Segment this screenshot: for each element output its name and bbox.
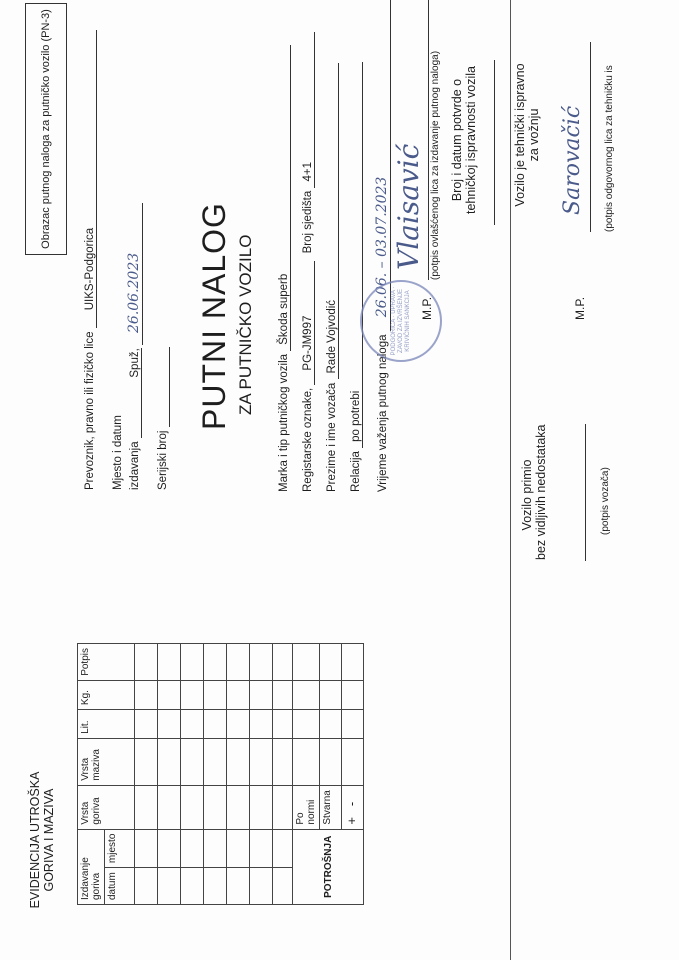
form-code-box [25, 3, 67, 255]
make-field[interactable]: Škoda superb [278, 45, 291, 351]
tech-ok-line2: za vožnju [527, 108, 541, 162]
cell[interactable] [204, 710, 227, 739]
route-row [350, 62, 363, 492]
cell[interactable] [227, 710, 250, 739]
header-date: datum [105, 868, 135, 905]
consumption-label: POTROŠNJA [293, 829, 364, 904]
cell[interactable] [250, 785, 273, 829]
date-field[interactable]: 26.06.2023 [126, 203, 143, 345]
vehicle-received-line1: Vozilo primio [520, 459, 534, 531]
cell[interactable] [250, 738, 273, 785]
validity-field[interactable]: 26.06. – 03.07.2023 [374, 0, 391, 331]
header-sign: Potpis [78, 644, 135, 681]
cell[interactable] [227, 868, 250, 905]
serial-row [157, 347, 170, 490]
fuel-log-table [77, 643, 364, 905]
page-subtitle: ZA PUTNIČKO VOZILO [236, 234, 255, 415]
header-lit: Lit. [78, 710, 135, 739]
cell[interactable] [227, 829, 250, 867]
tech-signature: Sarovačić [560, 105, 585, 215]
tech-signature-caption: (potpis odgovornog lica za tehničku is [604, 65, 615, 232]
cell[interactable] [204, 868, 227, 905]
cell[interactable] [135, 680, 158, 709]
serial-label: Serijski broj [157, 430, 169, 490]
cell[interactable] [320, 680, 342, 709]
cell[interactable] [293, 680, 320, 709]
tech-ok-label [513, 40, 541, 230]
cell[interactable] [204, 680, 227, 709]
cell[interactable] [135, 785, 158, 829]
cell[interactable] [273, 710, 293, 739]
carrier-field[interactable]: UIKS-Podgorica [84, 30, 97, 328]
cell[interactable] [342, 644, 364, 681]
cell[interactable] [273, 868, 293, 905]
validity-row [374, 0, 391, 492]
place-date-label-line2: izdavanja [129, 441, 141, 490]
make-row [278, 45, 291, 492]
registration-row [302, 32, 315, 492]
cell[interactable] [158, 829, 181, 867]
cell[interactable] [181, 785, 204, 829]
route-label: Relacija [350, 451, 362, 492]
cell[interactable] [273, 738, 293, 785]
header-lube-type: Vrsta maziva [78, 738, 135, 785]
tech-ok-line1: Vozilo je tehnički ispravno [513, 63, 527, 207]
cell[interactable] [342, 710, 364, 739]
driver-label: Prezime i ime vozača [326, 382, 338, 492]
mp-label: M.P. [420, 296, 434, 320]
cell[interactable] [293, 738, 320, 785]
signature-caption: (potpis ovlašćenog lica za izdavanje putnog naloga) [430, 50, 441, 280]
carrier-label: Prevoznik, pravno ili fizičko lice [84, 331, 96, 490]
fuel-log-title [28, 770, 56, 910]
cell[interactable] [250, 829, 273, 867]
driver-field[interactable]: Rade Vojvodić [326, 64, 339, 380]
tech-confirmation-label [450, 60, 478, 220]
cell[interactable] [273, 785, 293, 829]
header-place: mjesto [105, 829, 135, 867]
place-field[interactable]: Spuž, [129, 348, 142, 438]
cell[interactable] [135, 829, 158, 867]
form-code-label: Obrazac putnog naloga za putničko vozilo (PN-3) [40, 9, 52, 249]
serial-field[interactable] [157, 347, 170, 427]
cell[interactable] [181, 868, 204, 905]
cell[interactable] [250, 644, 273, 681]
cell[interactable] [204, 829, 227, 867]
cell[interactable] [204, 644, 227, 681]
cell[interactable] [135, 644, 158, 681]
official-stamp [360, 280, 442, 362]
cell[interactable] [158, 868, 181, 905]
cell[interactable] [273, 829, 293, 867]
cell[interactable] [158, 644, 181, 681]
place-date-label [112, 415, 124, 490]
cell[interactable] [320, 738, 342, 785]
cell[interactable] [250, 868, 273, 905]
cell[interactable] [181, 710, 204, 739]
cell[interactable] [250, 680, 273, 709]
make-label: Marka i tip putničkog vozila [278, 353, 290, 492]
actual-label: Stvarna [320, 785, 342, 829]
cell[interactable] [135, 868, 158, 905]
header-fuel-type: Vrsta goriva [78, 785, 135, 829]
cell[interactable] [204, 785, 227, 829]
cell[interactable] [227, 680, 250, 709]
driver-signature-caption: (potpis vozača) [600, 467, 611, 535]
cell[interactable] [320, 644, 342, 681]
issuer-signature: Vlaisavić [392, 143, 425, 270]
fuel-log-title-line2: GORIVA I MAZIVA [42, 788, 56, 892]
cell[interactable] [273, 680, 293, 709]
cell[interactable] [293, 710, 320, 739]
cell[interactable] [227, 644, 250, 681]
driver-signature-field[interactable] [585, 424, 586, 561]
cell[interactable] [158, 785, 181, 829]
cell[interactable] [320, 710, 342, 739]
registration-label: Registarske oznake, [302, 387, 314, 492]
cell[interactable] [158, 710, 181, 739]
place-date-row [126, 203, 143, 490]
norm-label: Po normi [293, 785, 320, 829]
cell[interactable] [181, 829, 204, 867]
seats-field[interactable]: 4+1 [302, 32, 315, 188]
cell[interactable] [227, 738, 250, 785]
vehicle-received-label [520, 424, 548, 560]
driver-row [326, 64, 339, 493]
carrier-row [84, 30, 97, 490]
fuel-log-title-line1: EVIDENCIJA UTROŠKA [28, 771, 42, 909]
cell[interactable] [273, 644, 293, 681]
tech-signature-line [590, 42, 591, 232]
place-date-label-line1: Mjesto i datum [112, 415, 124, 490]
plus-minus-label: + - [342, 785, 364, 829]
cell[interactable] [158, 738, 181, 785]
tech-confirmation-line1: Broj i datum potvrde o [450, 78, 464, 202]
header-kg: Kg. [78, 680, 135, 709]
cell[interactable] [342, 680, 364, 709]
validity-label: Vrijeme važenja putnog naloga [377, 334, 389, 492]
bottom-mp-label: M.P. [573, 296, 587, 320]
cell[interactable] [135, 738, 158, 785]
cell[interactable] [181, 644, 204, 681]
route-field[interactable]: po potrebi [350, 62, 363, 448]
cell[interactable] [293, 644, 320, 681]
registration-field[interactable]: PG-JM997 [302, 261, 315, 385]
tech-confirmation-field[interactable] [494, 60, 495, 225]
page-title: PUTNI NALOG [196, 202, 232, 430]
signature-line [428, 0, 429, 280]
stamp-text: PODGORICA · UPRAVA · ZAVOD ZA IZVRŠENJE KRIVIČNIH SANKCIJA [390, 286, 411, 356]
cell[interactable] [181, 738, 204, 785]
section-divider [510, 0, 511, 960]
cell[interactable] [250, 710, 273, 739]
seats-label: Broj sjedišta [302, 190, 314, 254]
tech-confirmation-line2: tehničkoj ispravnosti vozila [464, 66, 478, 214]
cell[interactable] [181, 680, 204, 709]
cell[interactable] [227, 785, 250, 829]
cell[interactable] [158, 680, 181, 709]
cell[interactable] [204, 738, 227, 785]
header-issue: Izdavanje goriva [78, 829, 105, 904]
vehicle-received-line2: bez vidljivih nedostataka [534, 424, 548, 560]
cell[interactable] [342, 738, 364, 785]
cell[interactable] [135, 710, 158, 739]
